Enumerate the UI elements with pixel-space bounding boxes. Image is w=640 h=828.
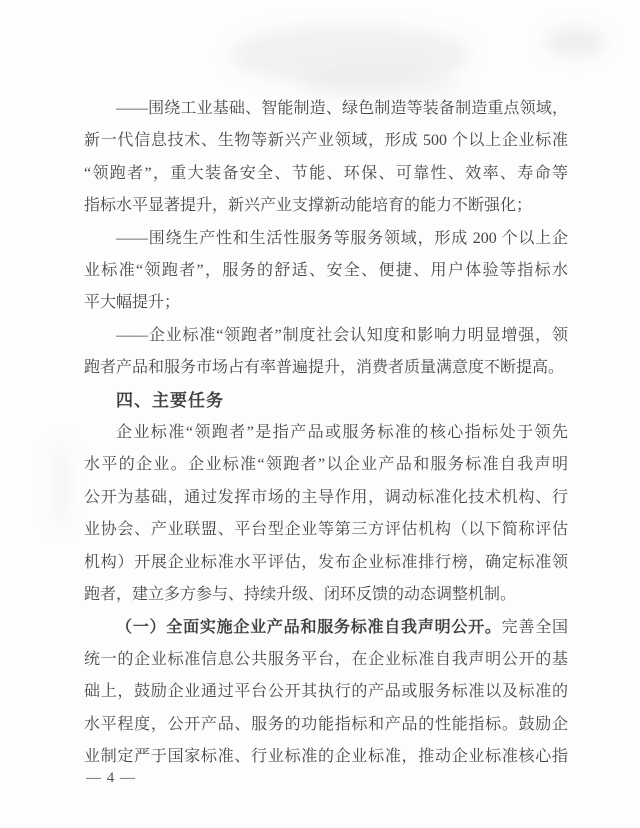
- text-run: 业标准“领跑者”，服务的舒适、安全、便捷、用户体验等指标水: [84, 262, 568, 280]
- emphasized-text-run: 四、主要任务: [116, 390, 224, 410]
- text-line: [84, 125, 568, 157]
- scan-smudge: [230, 25, 470, 85]
- text-run: 跑者产品和服务市场占有率普遍提升，消费者质量满意度不断提高。: [84, 359, 565, 377]
- text-run: 统一的企业标准信息公共服务平台，在企业标准自我声明公开的基: [84, 650, 568, 668]
- text-line: [84, 709, 568, 741]
- text-line: [84, 676, 568, 708]
- section-heading: [84, 385, 568, 417]
- text-run: “领跑者”，重大装备安全、节能、环保、可靠性、效率、寿命等: [84, 164, 568, 182]
- scan-smudge: [52, 440, 70, 530]
- text-line: [84, 644, 568, 676]
- scan-smudge: [545, 28, 605, 56]
- text-line: [84, 482, 568, 514]
- text-line: [84, 417, 568, 449]
- text-line: [84, 93, 568, 125]
- emphasized-text-run: （一）全面实施企业产品和服务标准自我声明公开。: [116, 618, 502, 636]
- text-line: [84, 579, 568, 611]
- text-run: 公开为基础，通过发挥市场的主导作用，调动标准化技术机构、行: [84, 488, 568, 506]
- text-run: 机构）开展企业标准水平评估，发布企业标准排行榜，确定标准领: [84, 553, 568, 571]
- text-run: ——围绕工业基础、智能制造、绿色制造等装备制造重点领域，: [116, 100, 568, 117]
- text-run: 水平的企业。企业标准“领跑者”以企业产品和服务标准自我声明: [84, 456, 568, 474]
- text-run: 业制定严于国家标准、行业标准的企业标准，推动企业标准核心指: [84, 748, 568, 766]
- text-line: [84, 320, 568, 352]
- text-run: 完善全国: [501, 618, 568, 636]
- text-line: [84, 547, 568, 579]
- text-line: [84, 612, 568, 644]
- text-run: ——企业标准“领跑者”制度社会认知度和影响力明显增强，领: [116, 326, 568, 344]
- text-run: 新一代信息技术、生物等新兴产业领域，形成 500 个以上企业标准: [84, 132, 568, 150]
- text-line: [84, 287, 568, 319]
- text-line: [84, 255, 568, 287]
- document-content: [84, 93, 568, 774]
- text-run: 业协会、产业联盟、平台型企业等第三方评估机构（以下简称评估: [84, 521, 568, 539]
- text-run: 础上，鼓励企业通过平台公开其执行的产品或服务标准以及标准的: [84, 683, 568, 701]
- text-line: [84, 514, 568, 546]
- text-run: ——围绕生产性和生活性服务等服务领域，形成 200 个以上企: [116, 229, 568, 247]
- text-run: 指标水平显著提升，新兴产业支撑新动能培育的能力不断强化；: [84, 197, 533, 215]
- text-line: [84, 352, 568, 384]
- text-line: [84, 223, 568, 255]
- page-number: — 4 —: [86, 770, 136, 786]
- text-line: [84, 190, 568, 222]
- text-run: 平大幅提升；: [84, 294, 181, 312]
- text-line: [84, 158, 568, 190]
- text-line: [84, 449, 568, 481]
- text-line: [84, 741, 568, 773]
- text-run: 水平程度，公开产品、服务的功能指标和产品的性能指标。鼓励企: [84, 715, 568, 733]
- text-run: 跑者，建立多方参与、持续升级、闭环反馈的动态调整机制。: [84, 586, 517, 604]
- text-run: 企业标准“领跑者”是指产品或服务标准的核心指标处于领先: [116, 424, 568, 442]
